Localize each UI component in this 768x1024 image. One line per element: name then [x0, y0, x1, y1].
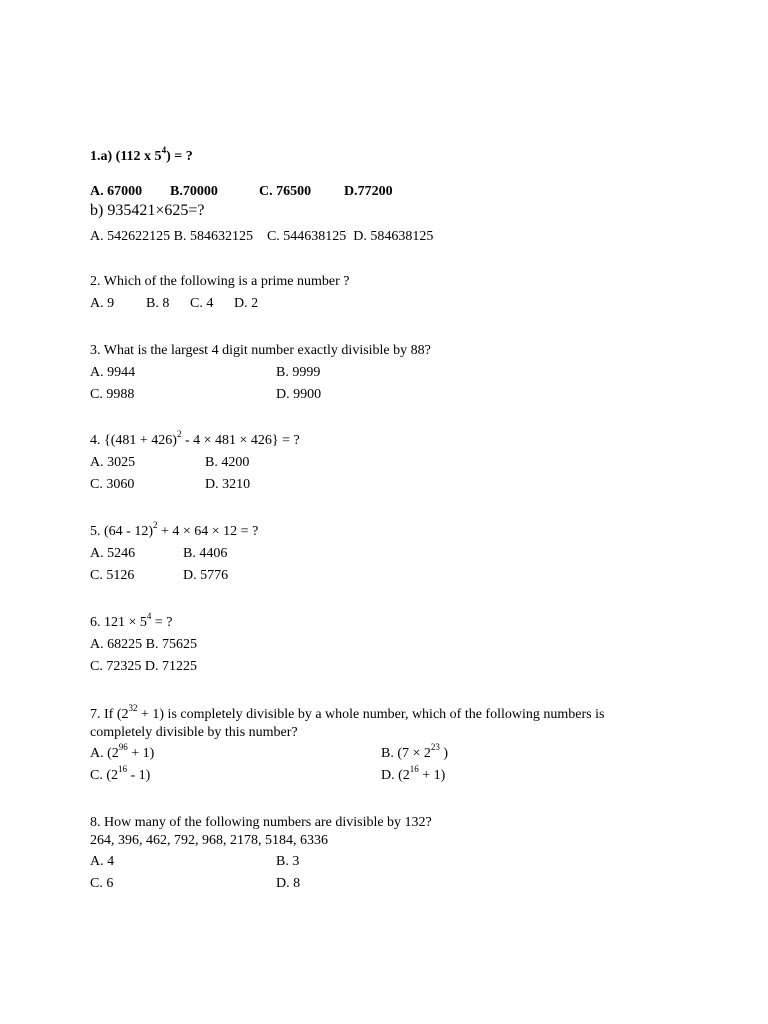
q3-option-c: C. 9988: [90, 387, 135, 402]
q5-option-b: B. 4406: [183, 546, 228, 561]
q7-option-d: D. $(2^{16} + 1)$: [381, 764, 446, 783]
q4-option-a: A. 3025: [90, 455, 136, 470]
q2-option-a: A. 9: [90, 296, 115, 311]
q5-option-c: C. 5126: [90, 568, 135, 583]
q5-option-a: A. 5246: [90, 546, 136, 561]
q5-option-d: D. 5776: [183, 568, 229, 583]
q3-option-a: A. 9944: [90, 365, 136, 380]
q5-question: 5. (64 - 12)$^2$ + 4 × 64 × 12 = ?: [90, 520, 259, 539]
q3-option-b: B. 9999: [276, 365, 321, 380]
q3-question: 3. What is the largest 4 digit number exactly divisible by 88?: [90, 343, 431, 358]
q8-question: 8. How many of the following numbers are divisible by 132?: [90, 815, 432, 830]
q8-option-d: D. 8: [276, 876, 301, 891]
q1a-question: 1.a) (112 x $5^4$) = ?: [90, 145, 193, 164]
q3-option-d: D. 9900: [276, 387, 322, 402]
q1b-options: A. 542622125 B. 584632125 C. 544638125 D. 584638125: [90, 229, 434, 244]
q8-option-b: B. 3: [276, 854, 300, 869]
q2-question: 2. Which of the following is a prime number ?: [90, 274, 350, 289]
q2-option-d: D. 2: [234, 296, 259, 311]
q1a-option-a: A. 67000: [90, 184, 143, 199]
q8-option-a: A. 4: [90, 854, 115, 869]
q7-question-line2: completely divisible by this number?: [90, 725, 298, 740]
q8-option-c: C. 6: [90, 876, 114, 891]
q7-option-b: B. ($7 \times 2^{23}$ ): [381, 742, 449, 761]
q6-options-line1: A. 68225 B. 75625: [90, 637, 197, 652]
q1a-option-c: C. 76500: [259, 184, 312, 199]
q4-option-d: D. 3210: [205, 477, 251, 492]
q2-option-c: C. 4: [190, 296, 214, 311]
q4-option-c: C. 3060: [90, 477, 135, 492]
q8-numbers: 264, 396, 462, 792, 968, 2178, 5184, 6336: [90, 833, 328, 848]
q4-question: 4. $\{(481 + 426)^2 - 4 \times 481 \times 426\}$ = ?: [90, 429, 300, 448]
q1a-option-b: B.70000: [170, 184, 218, 199]
q7-option-a: A. $(2^{96} + 1)$: [90, 742, 155, 761]
q4-option-b: B. 4200: [205, 455, 250, 470]
q7-question: 7. If $(2^{32} + 1)$ is completely divisible by a whole number, which of the following numbers is: [90, 703, 605, 722]
q6-question: 6. $121 \times 5^4$ = ?: [90, 611, 173, 630]
q1a-option-d: D.77200: [344, 184, 393, 199]
q6-options-line2: C. 72325 D. 71225: [90, 659, 197, 674]
q7-option-c: C. $(2^{16} - 1)$: [90, 764, 151, 783]
q1b-question: b) 935421×625=?: [90, 202, 205, 219]
q2-option-b: B. 8: [146, 296, 170, 311]
